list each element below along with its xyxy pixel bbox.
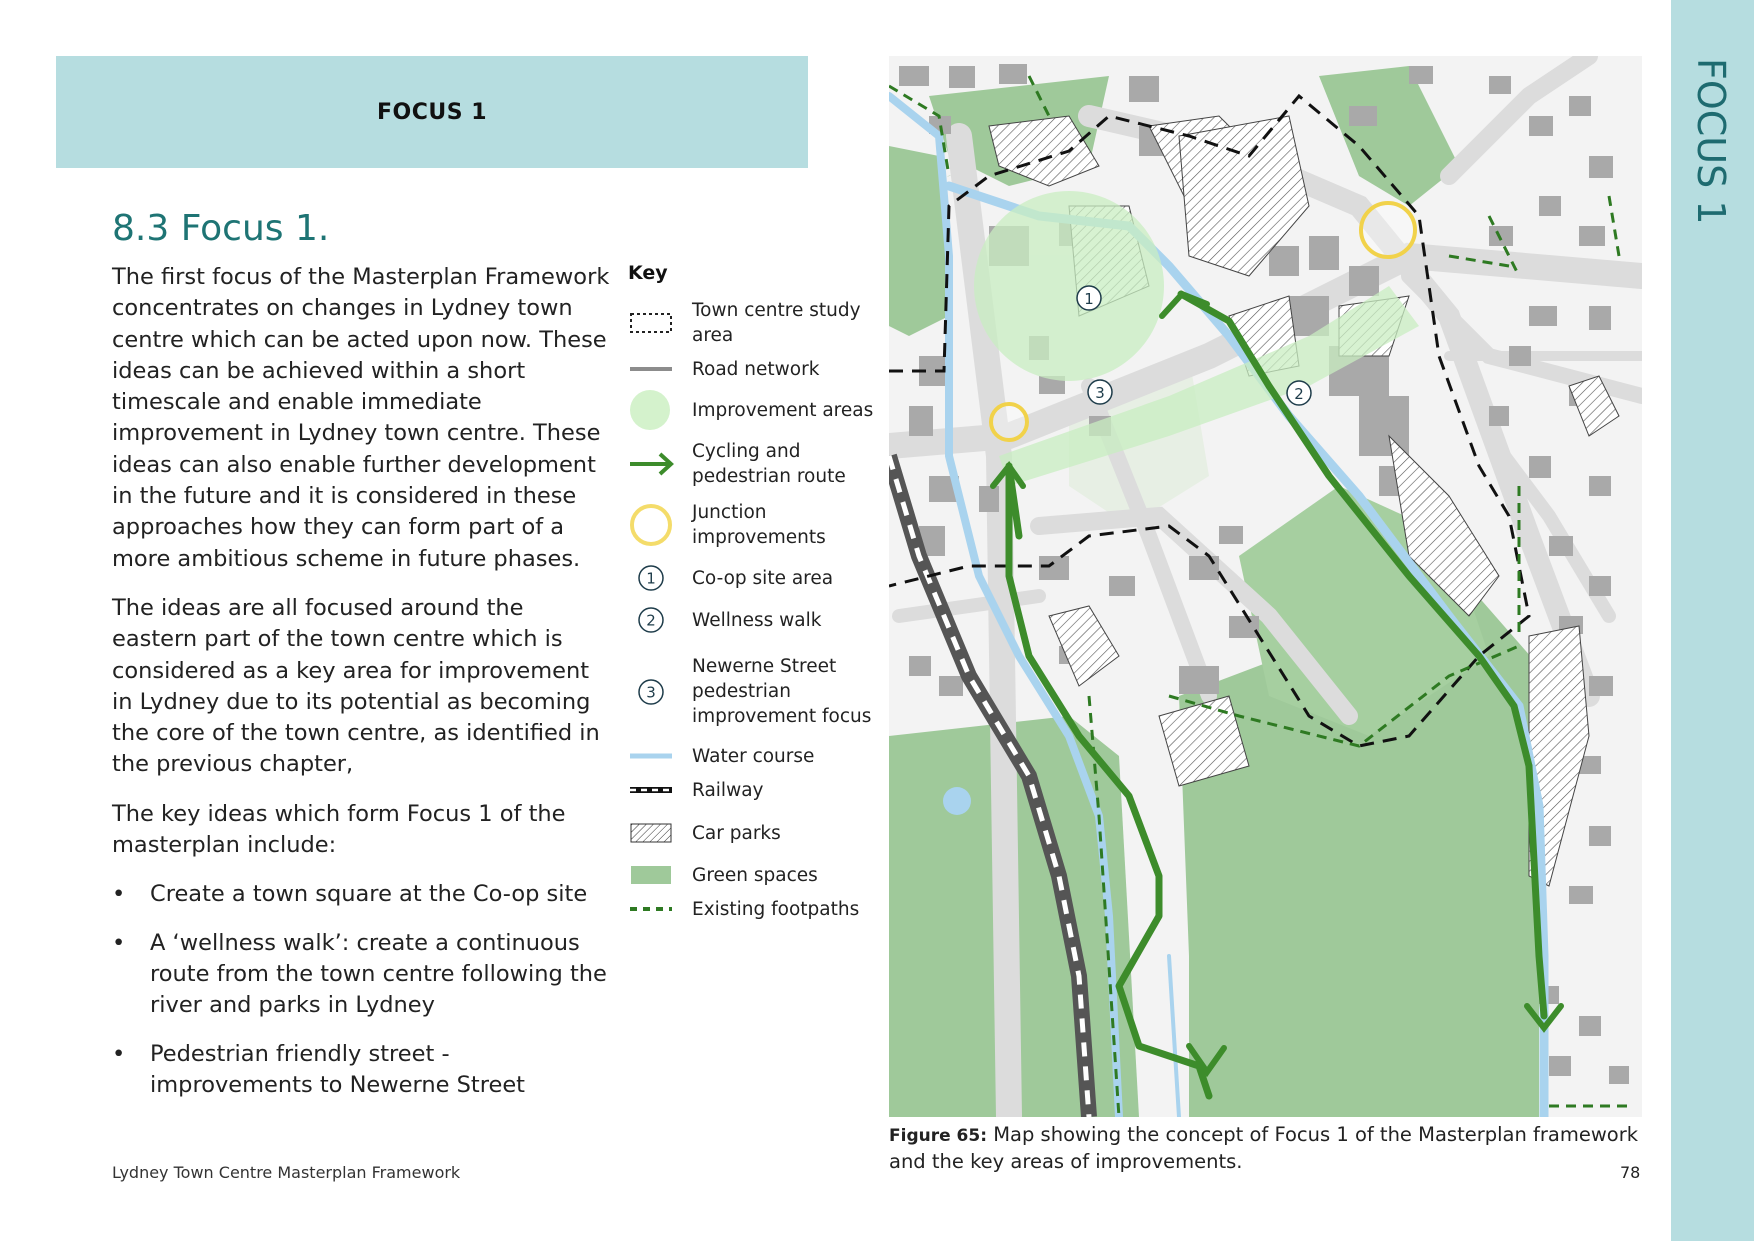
key-label: Water course [692,745,815,767]
key-label: Newerne Street pedestrian improvement focus [692,656,872,727]
list-item-text: Pedestrian friendly street - improvements to Newerne Street [150,1040,525,1098]
key-item-cycling-route [628,439,878,489]
key-label: Junction improvements [692,502,826,548]
focus-banner-label: FOCUS 1 [376,99,488,125]
key-item-wellness-walk [628,600,878,640]
dashed-box-icon [628,303,678,343]
key-ideas-list [112,879,612,1101]
key-number: 2 [646,611,656,630]
list-item [112,928,612,1022]
number-circle-icon [628,672,678,712]
hatched-box-icon [628,813,678,853]
key-label: Town centre study area [692,300,861,346]
caption-text: Map showing the concept of Focus 1 of the Masterplan framework and the key areas of improvements. [889,1123,1639,1173]
key-label: Wellness walk [692,609,822,631]
marker-1: 1 [1084,290,1094,308]
figure-caption [889,1122,1649,1174]
paragraph-intro: The first focus of the Masterplan Framework concentrates on changes in Lydney town centre which can be acted upon now. These ideas can be achieved within a short timescale and enable immediate improvement in Lydney town centre. These ideas can also enable further development in the future and it is considered in these approaches how they can form part of a more ambitious scheme in future phases. [112,264,610,572]
list-item [112,1039,612,1102]
marker-3: 3 [1095,384,1105,402]
railway-icon [628,770,678,810]
key-title: Key [628,262,668,284]
paragraph-key-ideas: The key ideas which form Focus 1 of the masterplan include: [112,800,566,859]
key-item-coop-site [628,558,878,598]
road-line-icon [628,349,678,389]
key-item-footpaths [628,889,878,929]
focus-banner [56,56,808,168]
body-text [112,262,612,1118]
key-label: Green spaces [692,864,818,886]
key-label: Road network [692,358,820,380]
key-label: Cycling and pedestrian route [692,441,846,487]
key-number: 1 [646,569,656,588]
key-item-railway [628,770,878,810]
key-label: Railway [692,779,764,801]
section-heading: 8.3 Focus 1. [112,208,330,249]
bullet-marker: • [112,1040,126,1067]
side-tab-label: FOCUS 1 [1688,58,1733,225]
number-circle-icon [628,600,678,640]
key-item-improvement-areas [628,390,878,430]
map-svg [889,56,1642,1117]
footpath-line-icon [628,889,678,929]
junction-ring-icon [628,505,678,545]
improvement-area-icon [628,390,678,430]
key-label: Co-op site area [692,567,834,589]
focus-1-map [889,56,1642,1117]
green-arrow-icon [628,444,678,484]
number-circle-icon [628,558,678,598]
bullet-marker: • [112,929,126,956]
page-number: 78 [1620,1163,1641,1182]
list-item-text: Create a town square at the Co-op site [150,881,588,908]
key-item-study-area [628,298,878,348]
list-item-text: A ‘wellness walk’: create a continuous route from the town centre following the river and parks in Lydney [150,929,607,1019]
key-label: Car parks [692,822,781,844]
side-tab [1671,0,1754,1241]
key-item-road-network [628,349,878,389]
bullet-marker: • [112,881,126,908]
caption-label: Figure 65: [889,1126,987,1146]
footer-document-title: Lydney Town Centre Masterplan Framework [112,1163,461,1182]
marker-2: 2 [1294,385,1304,403]
paragraph-eastern: The ideas are all focused around the eastern part of the town centre which is considered as a key area for improvement in Lydney due to its potential as becoming the core of the town centre, as identified in the previous chapter, [112,594,600,778]
key-number: 3 [646,683,656,701]
key-label: Existing footpaths [692,898,860,920]
list-item [112,879,612,910]
map-key [628,262,878,920]
key-item-junction [628,500,878,550]
key-item-newerne-street [628,654,878,729]
key-item-car-parks [628,813,878,853]
key-label: Improvement areas [692,399,874,421]
